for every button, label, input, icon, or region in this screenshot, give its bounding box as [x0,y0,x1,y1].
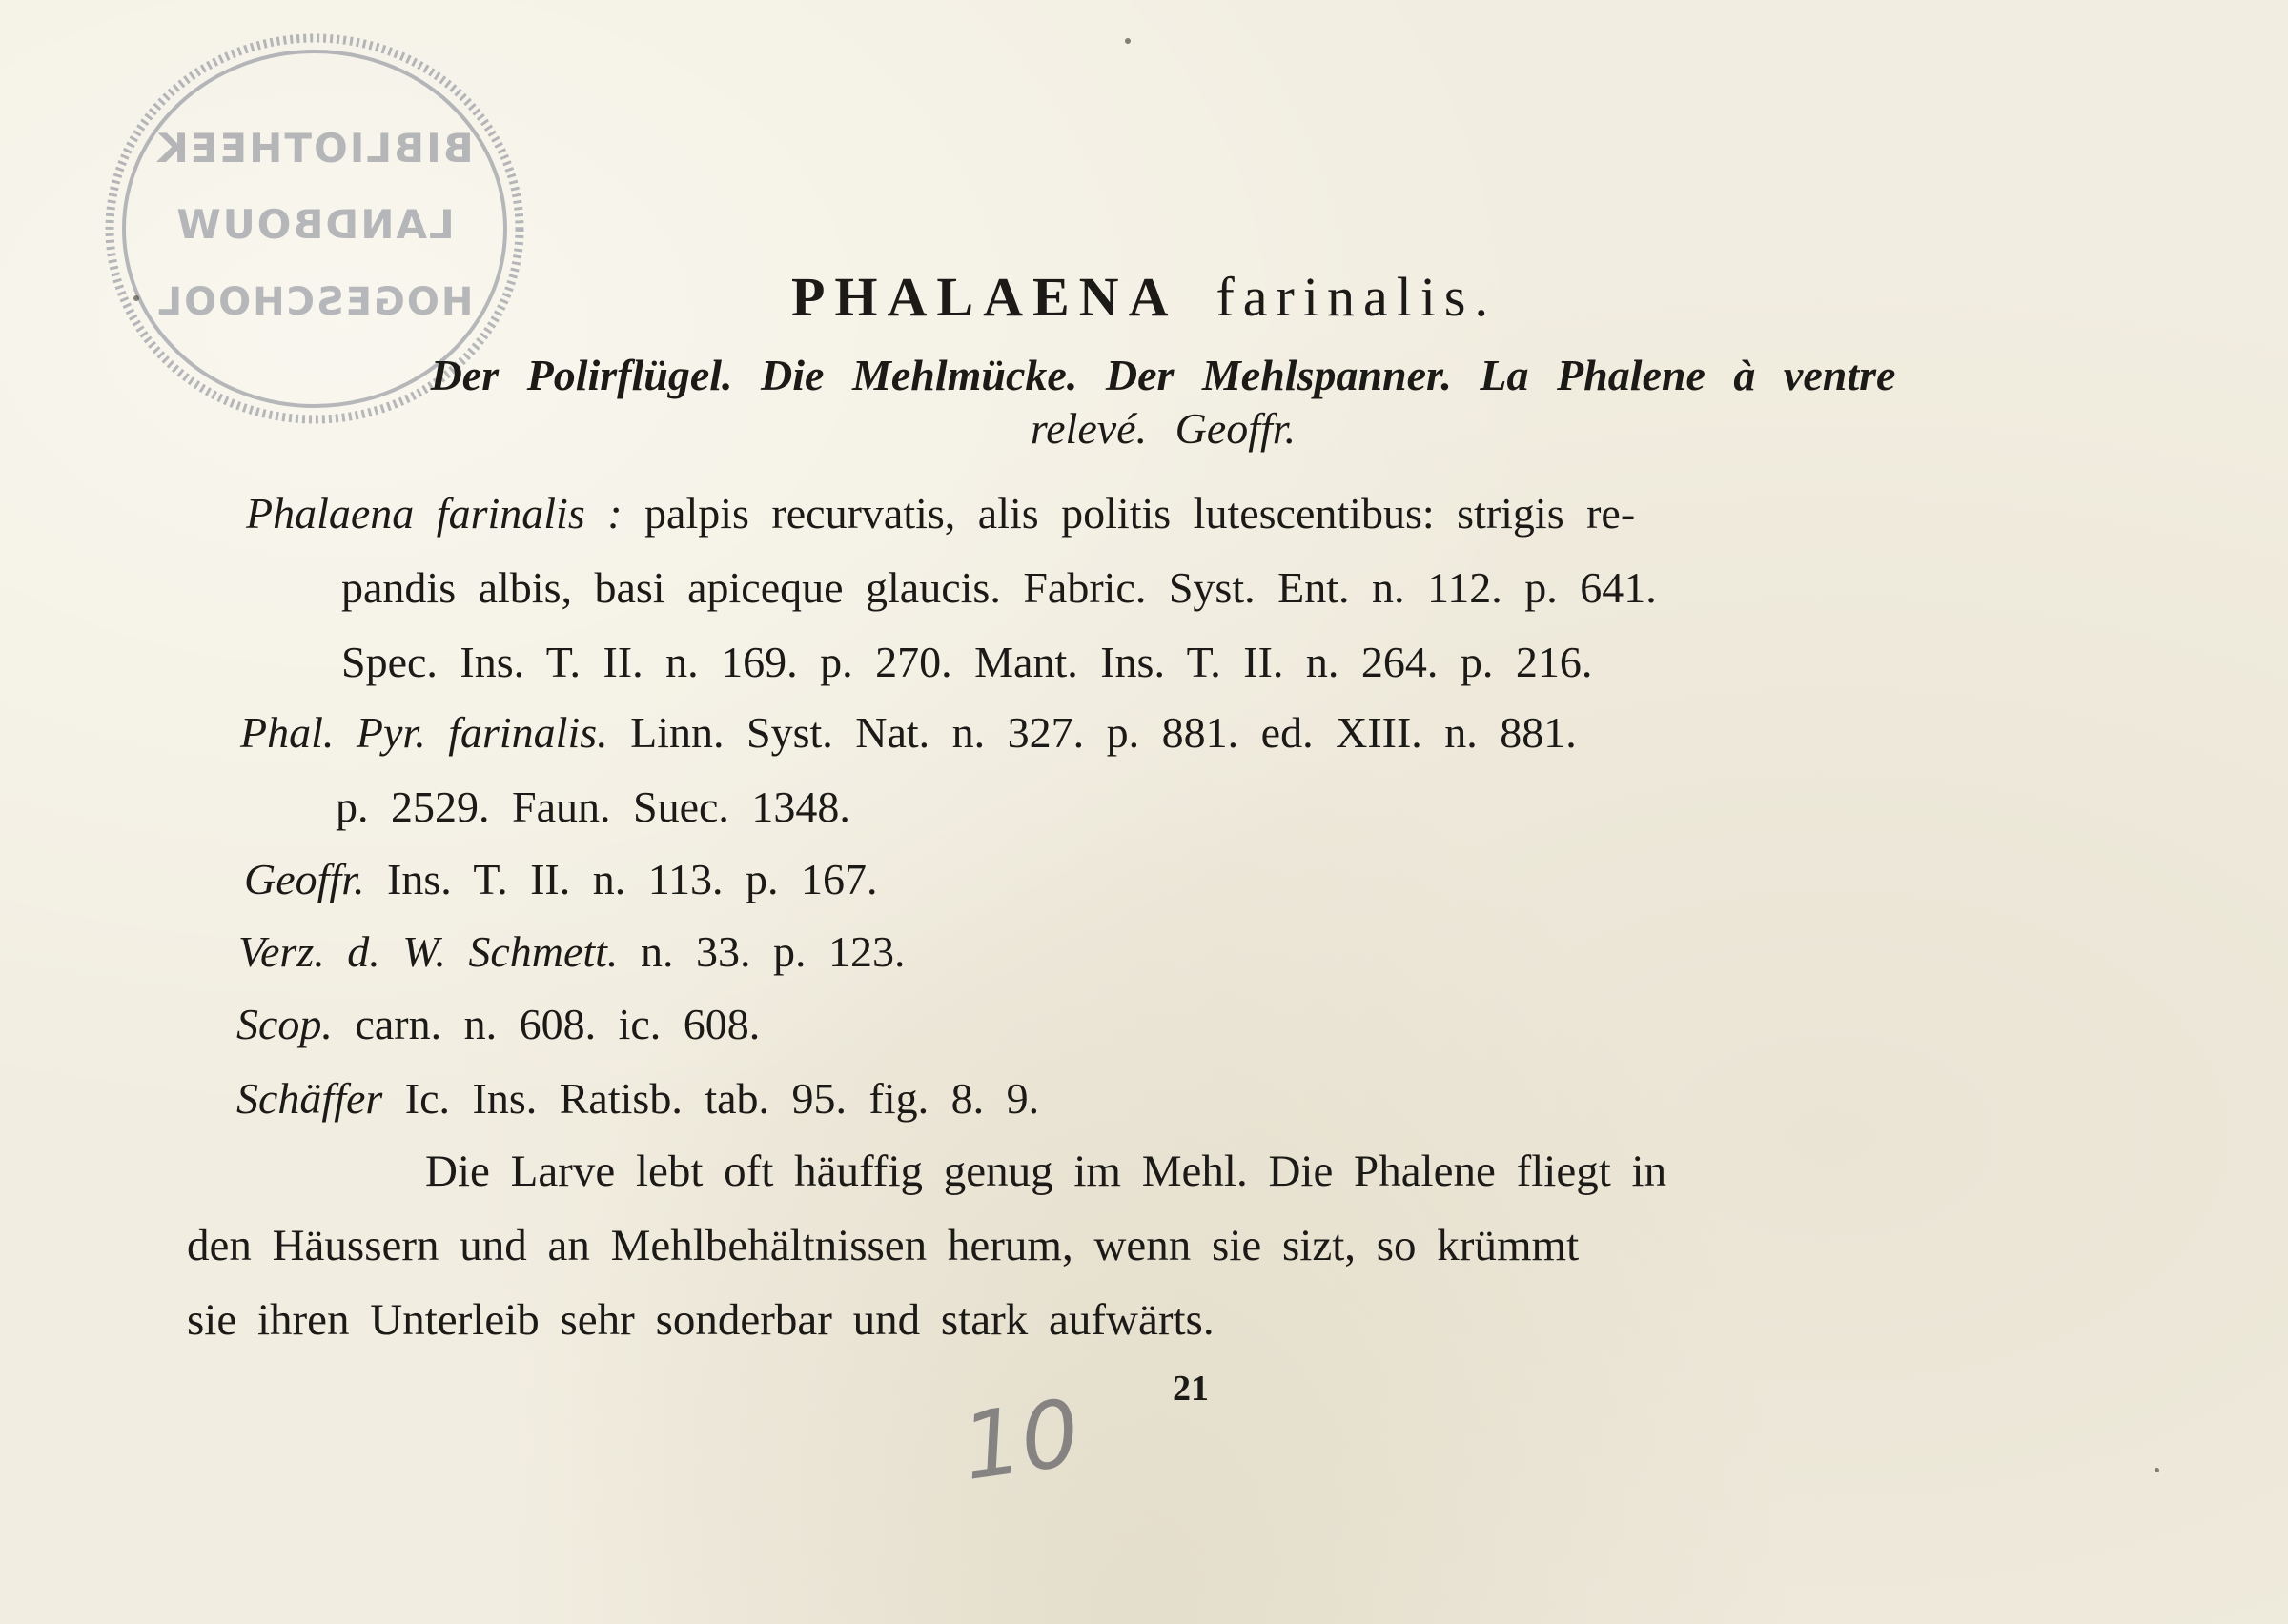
synonym-source: Verz. d. W. Schmett. [238,927,619,976]
svg-text:LANDBOUW: LANDBOUW [174,201,455,248]
synonym-entry [238,915,2145,989]
handwritten-page-number: 10 [955,1379,1087,1501]
synonym-text: Ic. Ins. Ratisb. tab. 95. fig. 8. 9. [382,1074,1040,1123]
page-title [0,265,2288,332]
synonym-entry [236,987,2143,1062]
synonym-entry [244,842,2151,917]
synonym-source: Schäffer [236,1074,383,1123]
synonym-text: palpis recurvatis, alis politis lutescentibus: strigis re- [622,489,1636,538]
synonym-entry [236,1062,2143,1136]
common-names [181,349,2145,456]
common-names-line-2: relevé. Geoffr. [1030,404,1297,453]
synonym-source: Geoffr. [244,855,365,903]
common-names-line-1: Der Polirflügel. Die Mehlmücke. Der Mehlspanner. La Phalene à ventre [430,351,1896,399]
paper-speck [133,295,139,301]
paragraph-line: sie ihren Unterleib sehr sonderbar und stark aufwärts. [187,1295,1215,1345]
paragraph-line: Die Larve lebt oft häuffig genug im Mehl. Die Phalene fliegt in [425,1147,1667,1196]
synonym-continuation: p. 2529. Faun. Suec. 1348. [336,782,850,831]
synonym-source: Phalaena farinalis : [246,489,623,538]
paper-speck [2155,1468,2159,1472]
svg-text:HOGESCHOOL: HOGESCHOOL [155,280,474,324]
synonym-text: Ins. T. II. n. 113. p. 167. [364,855,878,903]
synonym-entry [246,477,2153,700]
synonym-source: Scop. [236,1000,333,1048]
paper-speck [1125,38,1131,44]
synonym-continuation: pandis albis, basi apiceque glaucis. Fabric. Syst. Ent. n. 112. p. 641. [341,563,1657,612]
synonym-continuation: Spec. Ins. T. II. n. 169. p. 270. Mant. Ins. T. II. n. 264. p. 216. [341,638,1593,686]
title-species: farinalis. [1216,266,1497,328]
synonym-entry [240,696,2147,844]
svg-text:BIBLIOTHEEK: BIBLIOTHEEK [155,125,474,172]
page-number: 21 [1173,1369,1209,1409]
synonym-source: Phal. Pyr. farinalis. [240,708,608,757]
synonym-text: carn. n. 608. ic. 608. [332,1000,761,1048]
paragraph-line: den Häussern und an Mehlbehältnissen herum, wenn sie sizt, so krümmt [187,1221,1580,1270]
synonym-text: Linn. Syst. Nat. n. 327. p. 881. ed. XIII. n. 881. [607,708,1577,757]
body-paragraph [187,1134,2141,1357]
title-genus: PHALAENA [791,266,1178,328]
synonym-text: n. 33. p. 123. [618,927,906,976]
